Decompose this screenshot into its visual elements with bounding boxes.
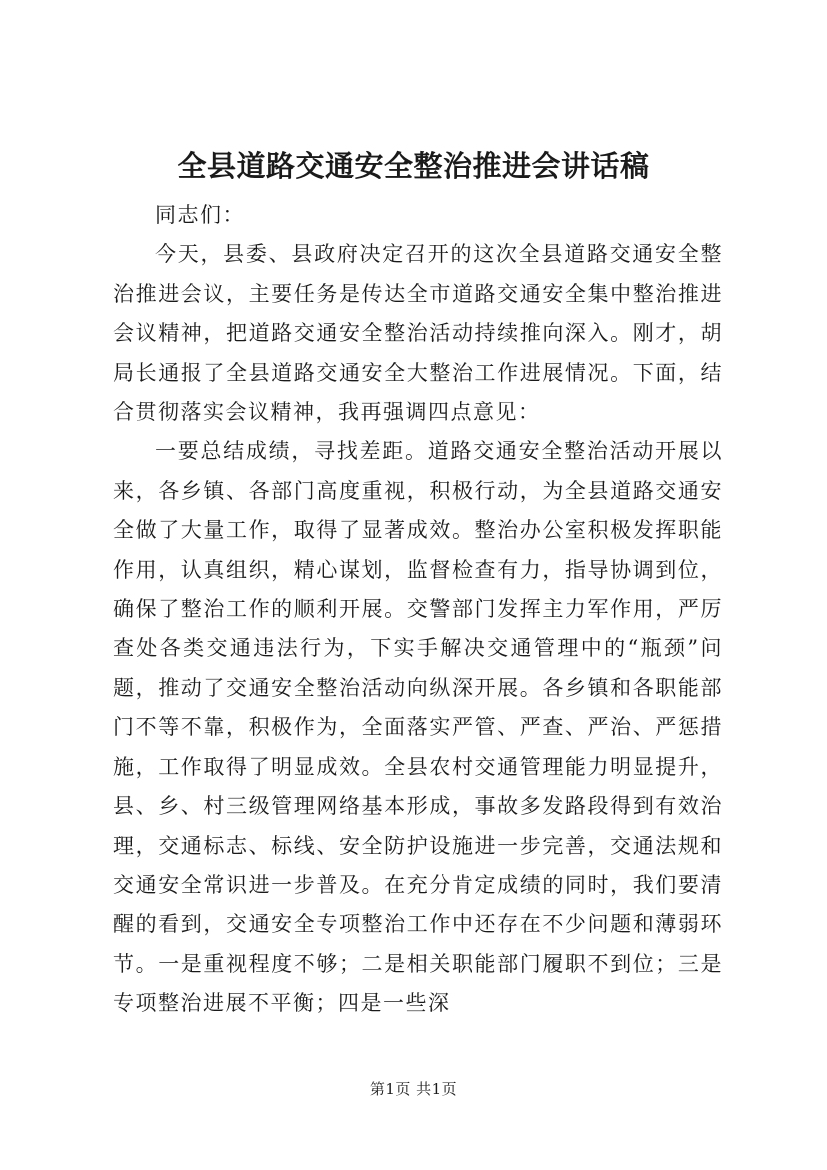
intro-paragraph: 今天，县委、县政府决定召开的这次全县道路交通安全整治推进会议，主要任务是传达全市道路交通安全集中整治推进会议精神，把道路交通安全整治活动持续推向深入。刚才，胡局长通报了全县道路交通安全大整治工作进展情况。下面，结合贯彻落实会议精神，我再强调四点意见： [113, 242, 723, 425]
salutation-paragraph: 同志们： [155, 203, 245, 227]
page-footer: 第1页 共1页 [369, 1080, 458, 1098]
first-point-paragraph: 一要总结成绩，寻找差距。道路交通安全整治活动开展以来，各乡镇、各部门高度重视，积极行动，为全县道路交通安全做了大量工作，取得了显著成效。整治办公室积极发挥职能作用，认真组织，精心谋划，监督检查有力，指导协调到位，确保了整治工作的顺利开展。交警部门发挥主力军作用，严厉查处各类交通违法行为，下实手解决交通管理中的“瓶颈”问题，推动了交通安全整治活动向纵深开展。各乡镇和各职能部门不等不靠，积极作为，全面落实严管、严查、严治、严惩措施，工作取得了明显成效。全县农村交通管理能力明显提升，县、乡、村三级管理网络基本形成，事故多发路段得到有效治理，交通标志、标线、安全防护设施进一步完善，交通法规和交通安全常识进一步普及。在充分肯定成绩的同时，我们要清醒的看到，交通安全专项整治工作中还存在不少问题和薄弱环节。一是重视程度不够；二是相关职能部门履职不到位；三是专项整治进展不平衡；四是一些深 [113, 439, 723, 1016]
document-title: 全县道路交通安全整治推进会讲话稿 [177, 149, 650, 183]
document-body [113, 196, 723, 1024]
